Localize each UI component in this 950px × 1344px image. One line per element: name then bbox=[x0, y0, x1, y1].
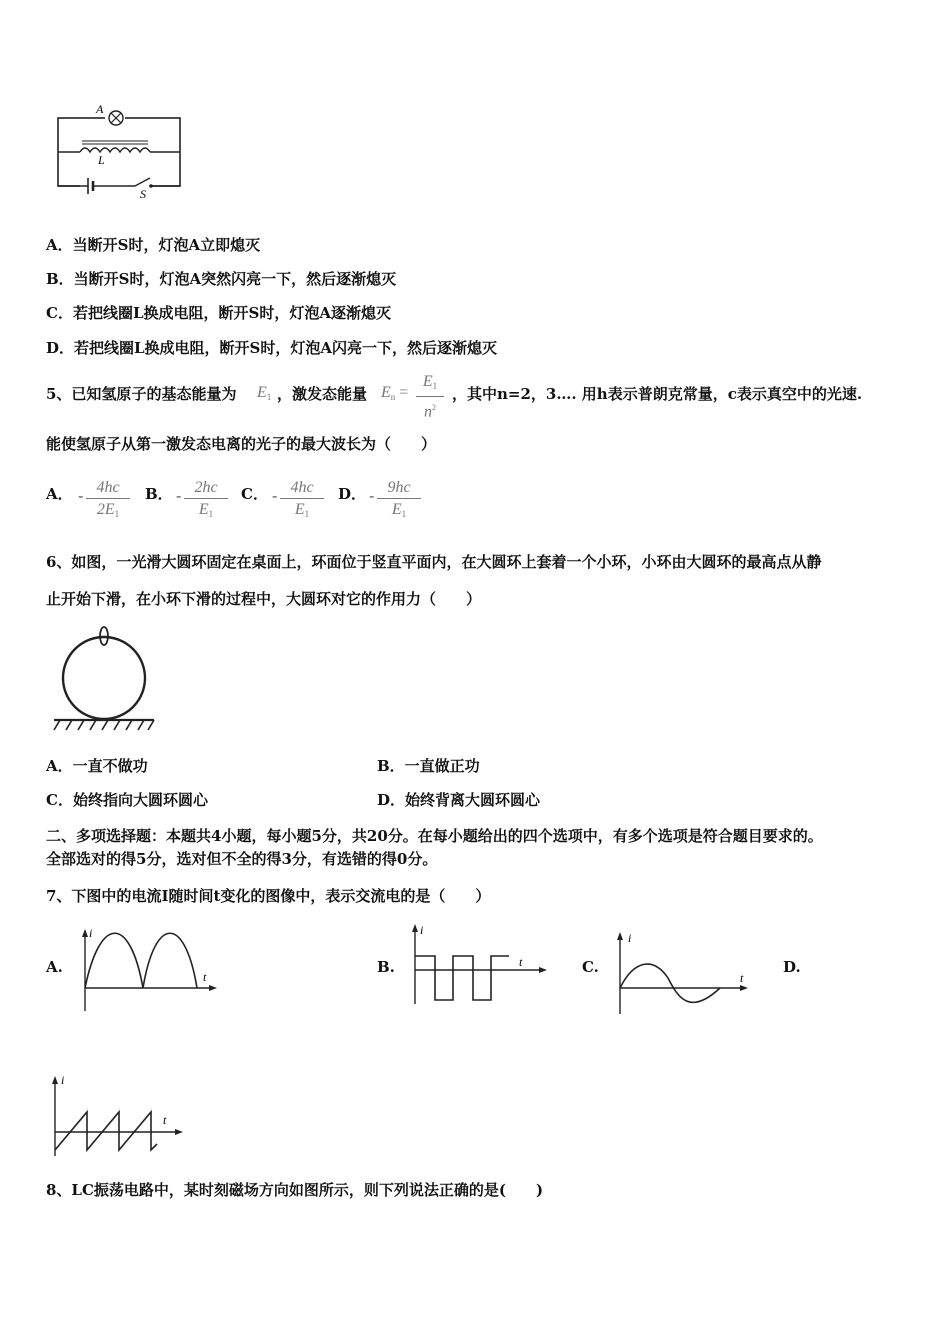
q5-option-b-fraction: $\frac{2hc}{E_1}$ bbox=[184, 478, 228, 525]
axis-i-label: i bbox=[420, 923, 424, 937]
q7-graph-b bbox=[405, 920, 555, 1008]
axis-t-label: t bbox=[163, 1113, 167, 1127]
large-ring-icon bbox=[63, 637, 145, 719]
q5-option-b-label: B． bbox=[145, 485, 173, 503]
q7-graph-c bbox=[610, 928, 755, 1016]
q6-option-b: B．一直做正功 bbox=[377, 757, 480, 775]
q5-option-d-sign: - bbox=[369, 486, 375, 505]
q8-stem: 8、LC振荡电路中，某时刻磁场方向如图所示，则下列说法正确的是( ) bbox=[46, 1181, 544, 1199]
q7-option-c-label: C. bbox=[582, 958, 599, 976]
axis-t-label: t bbox=[519, 955, 523, 969]
section2-line2: 全部选对的得5分，选对但不全的得3分，有选错的得0分。 bbox=[46, 850, 438, 868]
q7-graph-d bbox=[45, 1072, 190, 1160]
q5-stem-part1: 5、已知氢原子的基态能量为 bbox=[46, 385, 237, 403]
q5-option-d-label: D． bbox=[338, 485, 367, 503]
axis-i-label: i bbox=[61, 1073, 65, 1087]
axis-i-label: i bbox=[89, 926, 93, 940]
q6-option-a: A．一直不做功 bbox=[46, 757, 148, 775]
q6-option-c: C．始终指向大圆环圆心 bbox=[46, 791, 208, 809]
q5-option-c-fraction: $\frac{4hc}{E_1}$ bbox=[280, 478, 324, 525]
coil-icon bbox=[80, 148, 150, 152]
q7-option-b-label: B. bbox=[377, 958, 395, 976]
q7-stem: 7、下图中的电流I随时间t变化的图像中，表示交流电的是（ ） bbox=[46, 887, 491, 905]
q5-option-a-fraction: $\frac{4hc}{2E_1}$ bbox=[86, 478, 130, 525]
q7-graph-a bbox=[75, 925, 220, 1013]
q4-option-b: B．当断开S时，灯泡A突然闪亮一下，然后逐渐熄灭 bbox=[46, 270, 397, 288]
axis-t-label: t bbox=[203, 970, 207, 984]
q6-option-d: D．始终背离大圆环圆心 bbox=[377, 791, 541, 809]
q4-option-c: C．若把线圈L换成电阻，断开S时，灯泡A逐渐熄灭 bbox=[46, 304, 391, 322]
q5-en-fraction: $\frac{E_1}{n^2}$ bbox=[416, 372, 444, 423]
q5-option-c-label: C． bbox=[241, 485, 268, 503]
q5-option-d-fraction: $\frac{9hc}{E_1}$ bbox=[377, 478, 421, 525]
q5-option-a-label: A． bbox=[46, 485, 73, 503]
lamp-label: A bbox=[96, 102, 104, 116]
q5-stem-part3: ，其中n=2，3…. 用h表示普朗克常量，c表示真空中的光速. bbox=[452, 385, 863, 403]
q4-option-a: A．当断开S时，灯泡A立即熄灭 bbox=[46, 236, 261, 254]
q6-stem-line2: 止开始下滑，在小环下滑的过程中，大圆环对它的作用力（ ） bbox=[46, 590, 482, 608]
axis-i-label: i bbox=[628, 931, 632, 945]
q7-option-d-label: D. bbox=[783, 958, 801, 976]
section2-line1: 二、多项选择题：本题共4小题，每小题5分，共20分。在每小题给出的四个选项中，有多个选项是符合题目要求的。 bbox=[46, 827, 823, 845]
axis-t-label: t bbox=[740, 971, 744, 985]
q5-option-c-sign: - bbox=[272, 486, 278, 505]
q6-ring-diagram bbox=[50, 620, 160, 735]
q5-option-a-sign: - bbox=[78, 486, 84, 505]
q5-en-symbol: $E_n$ = bbox=[381, 384, 409, 402]
q5-e1-symbol: $E_1$ bbox=[257, 384, 272, 402]
q7-option-a-label: A. bbox=[46, 958, 63, 976]
coil-label: L bbox=[98, 153, 105, 167]
q4-option-d: D．若把线圈L换成电阻，断开S时，灯泡A闪亮一下，然后逐渐熄灭 bbox=[46, 339, 498, 357]
q4-circuit-diagram bbox=[50, 100, 190, 200]
q6-stem-line1: 6、如图，一光滑大圆环固定在桌面上，环面位于竖直平面内，在大圆环上套着一个小环，小环由大圆环的最高点从静 bbox=[46, 553, 822, 571]
q5-option-b-sign: - bbox=[176, 486, 182, 505]
q5-stem-part2: ，激发态能量 bbox=[277, 385, 368, 403]
q5-stem-line2: 能使氢原子从第一激发态电离的光子的最大波长为（ ） bbox=[46, 435, 437, 453]
switch-label: S bbox=[140, 187, 146, 201]
